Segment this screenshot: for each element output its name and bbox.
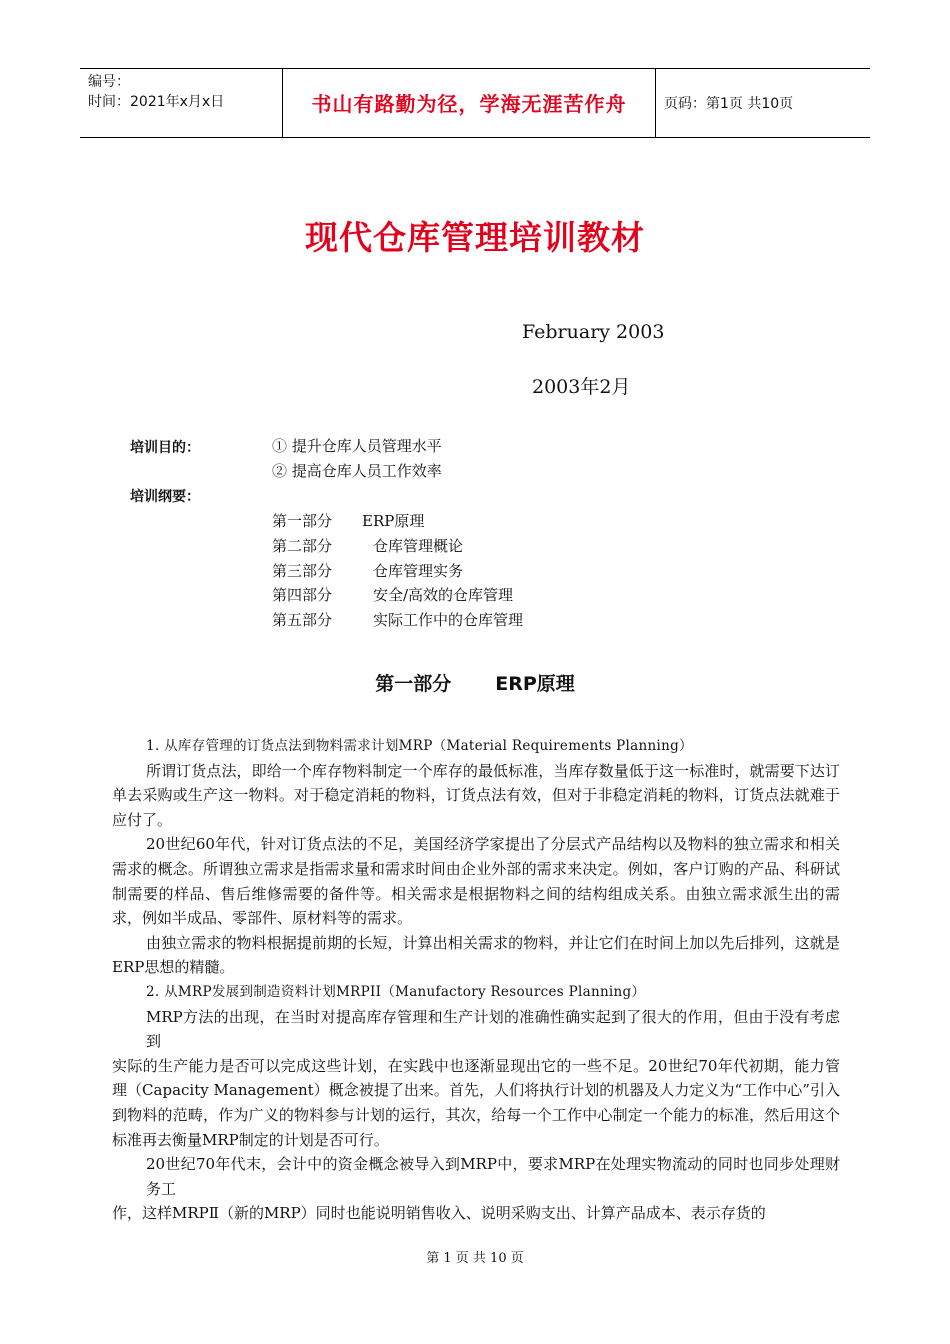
header-meta (88, 72, 224, 112)
outline-label: 培训纲要： (130, 489, 200, 505)
objectives-label: 培训目的： (130, 440, 200, 456)
paragraph: MRP方法的出现，在当时对提高库存管理和生产计划的准确性确实起到了很大的作用，但由于没有考虑到 (146, 1007, 840, 1051)
outline-item (272, 510, 424, 531)
outline-topic: 实际工作中的仓库管理 (373, 611, 524, 629)
document-title: 现代仓库管理培训教材 (305, 218, 645, 257)
outline-part: 第三部分 (272, 562, 333, 580)
date-english: February 2003 (522, 321, 665, 343)
paragraph: 实际的生产能力是否可以完成这些计划，在实践中也逐渐显现出它的一些不足。20世纪70年代初期，能力管理（Capacity Management）概念被提了出来。首先，人们将执行计划的机器及人力定义为“工作中心”引入到物料的范畴，作为广义的物料参与计划的运行，其次，给每一个工作中心制定一个能力的标准，然后用这个标准再去衡量MRP制定的计划是否可行。 (112, 1056, 840, 1149)
header-page-info: 页码：第1页 共10页 (664, 96, 794, 112)
outline-topic: 安全/高效的仓库管理 (373, 586, 514, 604)
outline-part: 第四部分 (272, 586, 333, 604)
outline-topic: ERP原理 (362, 512, 425, 530)
outline-item (272, 535, 463, 556)
objective-item: ① 提升仓库人员管理水平 (272, 437, 442, 455)
outline-item (272, 560, 463, 581)
objective-item: ② 提高仓库人员工作效率 (272, 462, 442, 480)
body-text (112, 734, 840, 1226)
header-motto: 书山有路勤为径，学海无涯苦作舟 (311, 92, 627, 116)
number-label: 编号： (88, 74, 130, 90)
outline-part: 第二部分 (272, 537, 333, 555)
subheading-1: 1. 从库存管理的订货点法到物料需求计划MRP（Material Requirements Planning） (146, 738, 693, 754)
outline-item (272, 609, 523, 630)
paragraph: 20世纪70年代末，会计中的资金概念被导入到MRP中，要求MRP在处理实物流动的同时也同步处理财务工 (146, 1155, 840, 1198)
paragraph: 20世纪60年代，针对订货点法的不足，美国经济学家提出了分层式产品结构以及物料的独立需求和相关需求的概念。所谓独立需求是指需求量和需求时间由企业外部的需求来决定。例如，客户订购的产品、科研试制需要的样品、售后维修需要的备件等。相关需求是根据物料之间的结构组成关系。由独立需求派生出的需求，例如半成品、零部件、原材料等的需求。 (112, 835, 840, 928)
section-part: 第一部分 (375, 673, 452, 695)
time-label: 时间：2021年x月x日 (88, 94, 225, 110)
header-divider (655, 69, 656, 137)
page-header (80, 68, 870, 138)
page-footer: 第 1 页 共 10 页 (426, 1251, 524, 1266)
outline-topic: 仓库管理实务 (373, 562, 464, 580)
paragraph: 作，这样MRPⅡ（新的MRP）同时也能说明销售收入、说明采购支出、计算产品成本、表示存货的 (112, 1204, 766, 1223)
paragraph: 所谓订货点法，即给一个库存物料制定一个库存的最低标准，当库存数量低于这一标准时，就需要下达订单去采购或生产这一物料。对于稳定消耗的物料，订货点法有效，但对于非稳定消耗的物料，订货点法就难于应付了。 (112, 761, 840, 829)
outline-topic: 仓库管理概论 (373, 537, 464, 555)
section-topic: ERP原理 (495, 673, 575, 695)
outline-item (272, 584, 513, 605)
outline-part: 第五部分 (272, 611, 333, 629)
paragraph: 由独立需求的物料根据提前期的长短，计算出相关需求的物料，并让它们在时间上加以先后排列，这就是ERP思想的精髓。 (112, 933, 840, 977)
outline-part: 第一部分 (272, 512, 333, 530)
section-heading (0, 669, 950, 696)
subheading-2: 2. 从MRP发展到制造资料计划MRPII（Manufactory Resources Planning） (146, 983, 646, 1000)
date-chinese: 2003年2月 (532, 376, 631, 398)
